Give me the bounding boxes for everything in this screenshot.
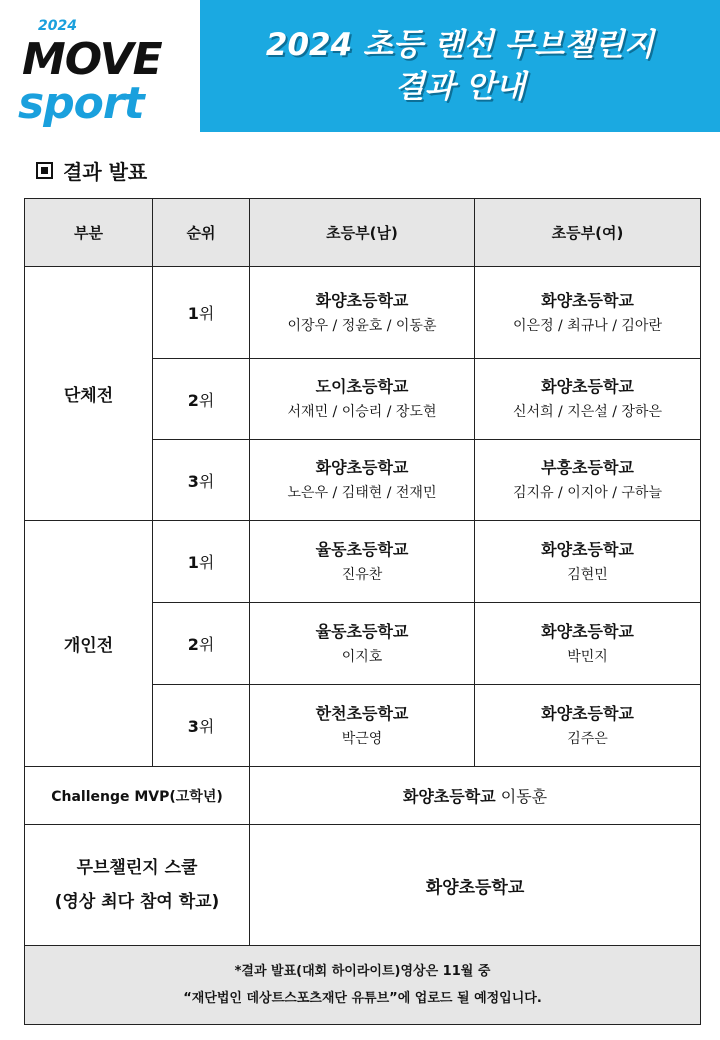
school-name: 화양초등학교	[541, 290, 634, 310]
square-bullet-icon	[36, 162, 53, 179]
player-names: 이은정 / 최규나 / 김아란	[513, 317, 662, 334]
player-names: 노은우 / 김태현 / 전재민	[287, 485, 437, 501]
rank-number: 2	[187, 635, 199, 654]
header-rank: 순위	[153, 199, 250, 267]
logo-sport-text: sport	[18, 78, 144, 129]
category-team: 단체전	[25, 267, 153, 521]
school-award-label-line1: 무브챌린지 스쿨	[76, 858, 198, 878]
boys-result	[250, 685, 475, 767]
girls-result	[475, 685, 701, 767]
player-names: 김현민	[567, 566, 608, 583]
school-award-label	[25, 825, 250, 946]
mvp-value	[250, 767, 701, 825]
note-row	[25, 946, 701, 1025]
girls-result	[475, 440, 701, 521]
rank-unit: 위	[198, 390, 215, 410]
note-line1: *결과 발표(대회 하이라이트)영상은 11월 중	[234, 964, 491, 979]
move-sport-logo	[18, 16, 193, 131]
table-header-row	[25, 199, 701, 267]
boys-result	[250, 521, 475, 603]
rank-cell	[153, 267, 250, 359]
header-boys: 초등부(남)	[250, 199, 475, 267]
rank-cell	[153, 359, 250, 440]
player-names: 이지호	[341, 648, 383, 665]
mvp-label: Challenge MVP(고학년)	[25, 767, 250, 825]
school-name: 한천초등학교	[315, 703, 409, 723]
boys-result	[250, 267, 475, 359]
player-names: 박근영	[341, 730, 383, 747]
player-names: 서재민 / 이승리 / 장도현	[287, 404, 437, 420]
school-name: 화양초등학교	[541, 539, 634, 559]
rank-cell	[153, 603, 250, 685]
school-name: 화양초등학교	[315, 458, 409, 477]
header-division: 부분	[25, 199, 153, 267]
category-individual: 개인전	[25, 521, 153, 767]
mvp-row	[25, 767, 701, 825]
mvp-name: 이동훈	[500, 787, 548, 806]
rank-cell	[153, 521, 250, 603]
girls-result	[475, 267, 701, 359]
girls-result	[475, 603, 701, 685]
school-name: 율동초등학교	[315, 621, 409, 641]
school-name: 화양초등학교	[315, 290, 409, 310]
section-heading	[36, 156, 147, 185]
school-award-label-line2: (영상 최다 참여 학교)	[54, 892, 220, 912]
rank-number: 1	[187, 553, 199, 572]
school-name: 도이초등학교	[315, 377, 409, 396]
results-table	[24, 198, 701, 1025]
section-heading-text: 결과 발표	[63, 160, 148, 184]
player-names: 진유찬	[341, 566, 383, 583]
player-names: 김주은	[567, 730, 608, 747]
banner-title-line1: 2024 초등 랜선 무브챌린지	[265, 27, 655, 63]
rank-cell	[153, 440, 250, 521]
rank-unit: 위	[198, 304, 215, 323]
school-name: 화양초등학교	[541, 377, 634, 396]
player-names: 김지유 / 이지아 / 구하늘	[513, 485, 662, 501]
player-names: 박민지	[567, 648, 608, 665]
rank-unit: 위	[198, 717, 215, 736]
logo-move-text: MOVE	[22, 34, 162, 85]
school-award-row	[25, 825, 701, 946]
rank-unit: 위	[198, 635, 215, 654]
rank-unit: 위	[198, 471, 215, 491]
boys-result	[250, 359, 475, 440]
school-award-value: 화양초등학교	[250, 825, 701, 946]
table-row	[25, 521, 701, 603]
school-name: 화양초등학교	[541, 703, 634, 723]
rank-cell	[153, 685, 250, 767]
boys-result	[250, 603, 475, 685]
rank-number: 3	[187, 717, 199, 736]
rank-number: 3	[187, 471, 199, 491]
school-name: 율동초등학교	[315, 539, 409, 559]
banner-title-line2: 결과 안내	[394, 69, 526, 105]
rank-unit: 위	[198, 553, 215, 572]
header-girls: 초등부(여)	[475, 199, 701, 267]
girls-result	[475, 359, 701, 440]
school-name: 화양초등학교	[541, 621, 634, 641]
mvp-school: 화양초등학교	[402, 787, 496, 806]
table-row	[25, 267, 701, 359]
school-name: 부흥초등학교	[541, 458, 634, 477]
note-cell	[25, 946, 701, 1025]
rank-number: 2	[187, 390, 199, 410]
title-banner	[200, 0, 720, 132]
rank-number: 1	[187, 304, 199, 323]
boys-result	[250, 440, 475, 521]
note-line2: “재단법인 데상트스포츠재단 유튜브”에 업로드 될 예정입니다.	[183, 991, 542, 1006]
player-names: 신서희 / 지은설 / 장하은	[513, 404, 662, 420]
girls-result	[475, 521, 701, 603]
player-names: 이장우 / 정윤호 / 이동훈	[287, 317, 437, 334]
logo-year: 2024	[38, 18, 77, 34]
